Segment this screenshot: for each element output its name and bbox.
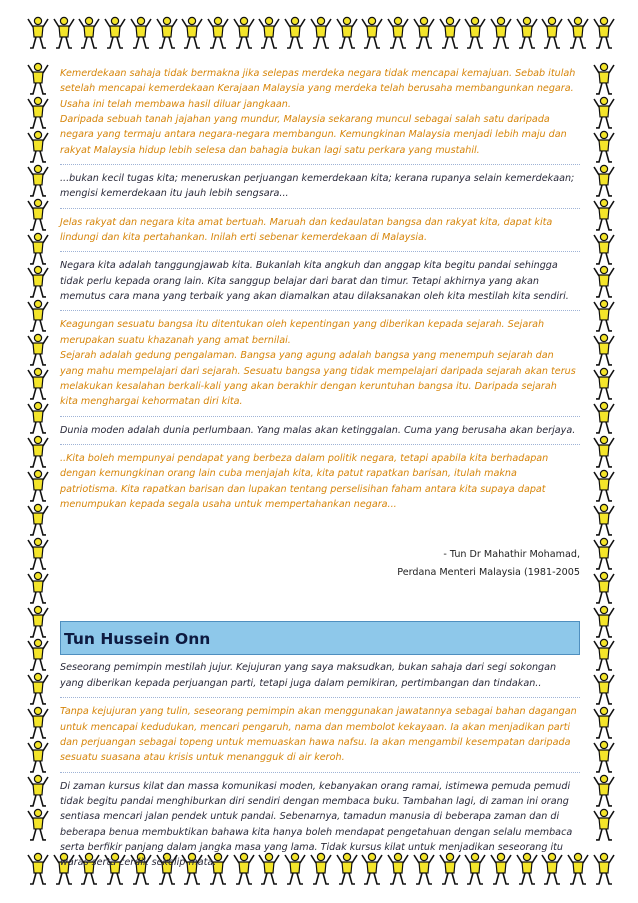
quote-line: yang mahu mempelajari dari sejarah. Sesuatu bangsa yang tidak mempelajari daripada sejarah akan terus	[60, 365, 576, 377]
cheering-figure-icon	[592, 638, 616, 672]
quote-paragraph	[60, 171, 580, 202]
cheering-figure-icon	[26, 571, 50, 605]
cheering-figure-icon	[438, 16, 462, 50]
signature-title: Perdana Menteri Malaysia (1981-2005	[397, 567, 580, 579]
cheering-figure-icon	[26, 706, 50, 740]
cheering-figure-icon	[26, 672, 50, 706]
quote-line: Keagungan sesuatu bangsa itu ditentukan oleh kepentingan yang diberikan kepada sejarah. Sejarah	[60, 319, 545, 331]
quote-line: memutus cara mana yang terbaik yang akan diamalkan atau dilaksanakan oleh kita mestilah kita sendiri.	[60, 291, 569, 303]
quote-line: beberapa benua membuktikan bahawa kita hanya boleh mendapat pengetahuan dengan selalu membaca	[60, 826, 573, 838]
quote-line: tidak begitu pandai menghiburkan diri sendiri dengan membaca buku. Tambahan lagi, di zaman ini orang	[60, 795, 569, 807]
cheering-figure-icon	[592, 16, 616, 50]
signature-name: - Tun Dr Mahathir Mohamad,	[443, 549, 580, 561]
cheering-figure-icon	[412, 16, 436, 50]
mahathir-quotes	[60, 66, 580, 512]
cheering-figure-icon	[77, 16, 101, 50]
cheering-figure-icon	[283, 16, 307, 50]
cheering-figure-icon	[232, 16, 256, 50]
document-body	[60, 66, 580, 871]
cheering-figure-icon	[360, 16, 384, 50]
cheering-figure-icon	[26, 198, 50, 232]
cheering-figure-icon	[26, 774, 50, 808]
border-left	[26, 62, 50, 842]
quote-paragraph	[60, 317, 580, 409]
quote-line: Dunia moden adalah dunia perlumbaan. Yang malas akan ketinggalan. Cuma yang berusaha akan berjaya.	[60, 424, 576, 436]
quote-line: merupakan suatu khazanah yang amat bernilai.	[60, 334, 291, 346]
quote-line: serta berfikir panjang dalam jangka masa yang lama. Tidak kursus kilat untuk menjadikan seseorang itu	[60, 841, 564, 853]
divider	[60, 697, 580, 698]
cheering-figure-icon	[592, 774, 616, 808]
section-heading: Tun Hussein Onn	[60, 621, 580, 656]
quote-line: menumpukan kepada segala usaha untuk mempertahankan negara...	[60, 498, 397, 510]
cheering-figure-icon	[592, 333, 616, 367]
border-right	[592, 62, 616, 842]
cheering-figure-icon	[309, 16, 333, 50]
quote-line: rakyat Malaysia hidup lebih selesa dan bahagia bukan lagi satu perkara yang mustahil.	[60, 144, 480, 156]
cheering-figure-icon	[26, 740, 50, 774]
cheering-figure-icon	[26, 808, 50, 842]
cheering-figure-icon	[26, 537, 50, 571]
cheering-figure-icon	[26, 435, 50, 469]
cheering-figure-icon	[26, 16, 50, 50]
cheering-figure-icon	[26, 96, 50, 130]
cheering-figure-icon	[26, 232, 50, 266]
quote-line: patriotisma. Kita rapatkan barisan dan lupakan tentang perselisihan faham antara kita supaya dapat	[60, 483, 546, 495]
quote-paragraph	[60, 423, 580, 438]
cheering-figure-icon	[592, 852, 616, 886]
cheering-figure-icon	[26, 503, 50, 537]
cheering-figure-icon	[26, 164, 50, 198]
cheering-figure-icon	[592, 130, 616, 164]
cheering-figure-icon	[26, 299, 50, 333]
quote-line: dengan kemungkinan orang lain cuba menjajah kita, kita patut rapatkan barisan, itulah makna	[60, 468, 517, 480]
quote-paragraph	[60, 258, 580, 304]
cheering-figure-icon	[103, 16, 127, 50]
cheering-figure-icon	[592, 808, 616, 842]
quote-line: melakukan kesalahan berkali-kali yang akan berakhir dengan keruntuhan bangsa itu. Daripada sejarah	[60, 380, 557, 392]
quote-line: Sejarah adalah gedung pengalaman. Bangsa yang agung adalah bangsa yang menempuh sejarah dan	[60, 350, 554, 362]
quote-line: ..Kita boleh mempunyai pendapat yang berbeza dalam politik negara, tetapi apabila kita berhadapan	[60, 452, 549, 464]
cheering-figure-icon	[566, 16, 590, 50]
cheering-figure-icon	[489, 16, 513, 50]
cheering-figure-icon	[592, 401, 616, 435]
cheering-figure-icon	[592, 672, 616, 706]
cheering-figure-icon	[592, 198, 616, 232]
cheering-figure-icon	[592, 62, 616, 96]
cheering-figure-icon	[592, 503, 616, 537]
cheering-figure-icon	[52, 16, 76, 50]
cheering-figure-icon	[26, 265, 50, 299]
cheering-figure-icon	[26, 605, 50, 639]
cheering-figure-icon	[129, 16, 153, 50]
cheering-figure-icon	[26, 401, 50, 435]
quote-paragraph	[60, 779, 580, 871]
cheering-figure-icon	[257, 16, 281, 50]
cheering-figure-icon	[335, 16, 359, 50]
divider	[60, 164, 580, 165]
quote-paragraph	[60, 451, 580, 512]
quote-line: sesuatu suasana atau krisis untuk menangguk di air keroh.	[60, 752, 345, 764]
cheering-figure-icon	[592, 164, 616, 198]
cheering-figure-icon	[206, 16, 230, 50]
cheering-figure-icon	[592, 706, 616, 740]
quote-line: Usaha ini telah membawa hasil diluar jangkaan.	[60, 98, 291, 110]
cheering-figure-icon	[515, 16, 539, 50]
divider	[60, 310, 580, 311]
divider	[60, 251, 580, 252]
cheering-figure-icon	[592, 265, 616, 299]
quote-paragraph	[60, 660, 580, 691]
cheering-figure-icon	[155, 16, 179, 50]
cheering-figure-icon	[26, 852, 50, 886]
cheering-figure-icon	[592, 537, 616, 571]
cheering-figure-icon	[592, 469, 616, 503]
quote-line: Jelas rakyat dan negara kita amat bertuah. Maruah dan kedaulatan bangsa dan rakyat kita, dapat kita	[60, 216, 553, 228]
cheering-figure-icon	[26, 333, 50, 367]
cheering-figure-icon	[26, 367, 50, 401]
quote-line: untuk mencapai kedudukan, mencari pengaruh, nama dan membolot kekayaan. Ia akan menjadikan parti	[60, 721, 571, 733]
quote-paragraph	[60, 66, 580, 158]
quote-line: setelah mencapai kemerdekaan Kerajaan Malaysia yang merdeka telah berusaha membangunkan negara.	[60, 83, 574, 95]
quote-line: lindungi dan kita pertahankan. Inilah erti sebenar kemerdekaan di Malaysia.	[60, 232, 427, 244]
divider	[60, 208, 580, 209]
quote-line: yang diberikan kepada perjuangan parti, tetapi juga dalam pemikiran, pertimbangan dan tindakan..	[60, 677, 542, 689]
cheering-figure-icon	[592, 299, 616, 333]
quote-line: Tanpa kejujuran yang tulin, seseorang pemimpin akan menggunakan jawatannya sebagai bahan dagangan	[60, 706, 577, 718]
quote-paragraph	[60, 215, 580, 246]
cheering-figure-icon	[592, 96, 616, 130]
cheering-figure-icon	[540, 16, 564, 50]
quote-line: mengisi kemerdekaan itu jauh lebih sengsara...	[60, 188, 289, 200]
cheering-figure-icon	[592, 740, 616, 774]
cheering-figure-icon	[592, 232, 616, 266]
quote-line: negara yang termaju antara negara-negara membangun. Kemungkinan Malaysia menjadi lebih maju dan	[60, 129, 567, 141]
quote-line: dan perjuangan sebagai topeng untuk memuaskan hawa nafsu. Ia akan mengambil kesempatan daripada	[60, 736, 571, 748]
quote-line: Kemerdekaan sahaja tidak bermakna jika selepas merdeka negara tidak mencapai kemajuan. Sebab itulah	[60, 68, 576, 79]
quote-line: sentiasa mencari jalan pendek untuk pandai. Sebenarnya, tamadun manusia di beberapa zaman dan di	[60, 811, 560, 823]
quote-line: kita menghargai kehormatan diri kita.	[60, 396, 243, 408]
cheering-figure-icon	[592, 571, 616, 605]
cheering-figure-icon	[26, 130, 50, 164]
quote-line: Daripada sebuah tanah jajahan yang mundur, Malaysia sekarang muncul sebagai salah satu daripada	[60, 114, 550, 126]
divider	[60, 772, 580, 773]
quote-paragraph	[60, 704, 580, 765]
border-top	[26, 16, 616, 52]
cheering-figure-icon	[26, 469, 50, 503]
quote-line: waras serta cerdik sekelip mata.	[60, 857, 217, 869]
cheering-figure-icon	[26, 62, 50, 96]
hussein-quotes	[60, 660, 580, 870]
cheering-figure-icon	[26, 638, 50, 672]
cheering-figure-icon	[592, 605, 616, 639]
cheering-figure-icon	[463, 16, 487, 50]
cheering-figure-icon	[386, 16, 410, 50]
quote-line: ...bukan kecil tugas kita; meneruskan perjuangan kemerdekaan kita; kerana rupanya selain kemerdekaan;	[60, 173, 575, 185]
cheering-figure-icon	[180, 16, 204, 50]
quote-line: Negara kita adalah tanggungjawab kita. Bukanlah kita angkuh dan anggap kita begitu pandai sehingga	[60, 260, 558, 272]
divider	[60, 416, 580, 417]
signature-block	[60, 546, 580, 582]
quote-line: tidak perlu kepada orang lain. Kita sanggup belajar dari barat dan timur. Tetapi akhirnya yang akan	[60, 275, 539, 287]
quote-line: Di zaman kursus kilat dan massa komunikasi moden, kebanyakan orang ramai, istimewa pemuda pemudi	[60, 780, 571, 792]
cheering-figure-icon	[592, 367, 616, 401]
cheering-figure-icon	[592, 435, 616, 469]
quote-line: Seseorang pemimpin mestilah jujur. Kejujuran yang saya maksudkan, bukan sahaja dari segi sokongan	[60, 662, 557, 674]
divider	[60, 444, 580, 445]
